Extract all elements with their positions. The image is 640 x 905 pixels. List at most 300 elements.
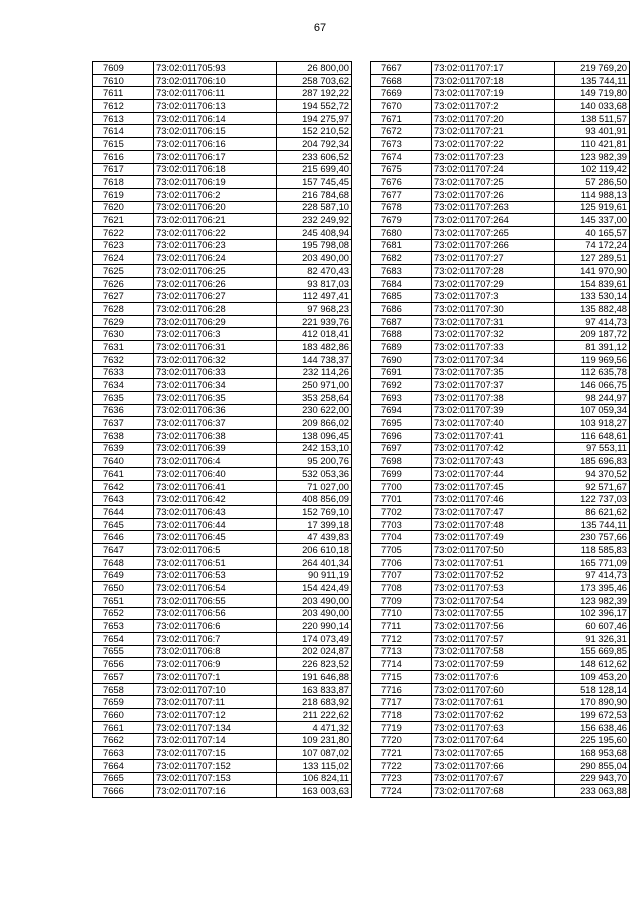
cadastral-number-cell: 73:02:011706:31	[154, 341, 277, 354]
row-number-cell: 7663	[93, 747, 154, 760]
table-row	[371, 138, 630, 151]
cadastral-value-cell: 163 833,87	[277, 683, 352, 696]
cadastral-value-cell: 173 395,46	[555, 582, 630, 595]
table-row	[371, 734, 630, 747]
cadastral-number-cell: 73:02:011706:44	[154, 518, 277, 531]
row-number-cell: 7609	[93, 62, 154, 75]
cadastral-value-cell: 135 882,48	[555, 303, 630, 316]
cadastral-number-cell: 73:02:011707:53	[432, 582, 555, 595]
table-row	[93, 709, 352, 722]
cadastral-number-cell: 73:02:011706:51	[154, 556, 277, 569]
table-row	[93, 176, 352, 189]
cadastral-number-cell: 73:02:011707:22	[432, 138, 555, 151]
cadastral-number-cell: 73:02:011707:152	[154, 759, 277, 772]
table-row	[93, 671, 352, 684]
cadastral-value-cell: 203 490,00	[277, 252, 352, 265]
cadastral-number-cell: 73:02:011707:19	[432, 87, 555, 100]
row-number-cell: 7610	[93, 74, 154, 87]
table-row	[93, 303, 352, 316]
cadastral-number-cell: 73:02:011707:32	[432, 328, 555, 341]
cadastral-value-cell: 242 153,10	[277, 442, 352, 455]
cadastral-value-cell: 135 744,11	[555, 518, 630, 531]
cadastral-number-cell: 73:02:011707:44	[432, 468, 555, 481]
table-row	[371, 721, 630, 734]
table-row	[371, 74, 630, 87]
table-row	[371, 391, 630, 404]
row-number-cell: 7683	[371, 265, 432, 278]
cadastral-number-cell: 73:02:011707:47	[432, 506, 555, 519]
cadastral-number-cell: 73:02:011707:41	[432, 429, 555, 442]
table-row	[371, 341, 630, 354]
cadastral-value-cell: 109 453,20	[555, 671, 630, 684]
cadastral-value-cell: 82 470,43	[277, 265, 352, 278]
cadastral-number-cell: 73:02:011707:26	[432, 188, 555, 201]
right-register-table	[370, 61, 630, 798]
cadastral-number-cell: 73:02:011707:28	[432, 265, 555, 278]
row-number-cell: 7624	[93, 252, 154, 265]
row-number-cell: 7634	[93, 379, 154, 392]
cadastral-value-cell: 211 222,62	[277, 709, 352, 722]
table-row	[371, 429, 630, 442]
row-number-cell: 7684	[371, 277, 432, 290]
cadastral-value-cell: 123 982,39	[555, 150, 630, 163]
cadastral-number-cell: 73:02:011707:24	[432, 163, 555, 176]
cadastral-number-cell: 73:02:011707:58	[432, 645, 555, 658]
cadastral-value-cell: 185 696,83	[555, 455, 630, 468]
row-number-cell: 7662	[93, 734, 154, 747]
cadastral-value-cell: 230 757,66	[555, 531, 630, 544]
cadastral-number-cell: 73:02:011707:266	[432, 239, 555, 252]
table-row	[371, 201, 630, 214]
table-row	[93, 696, 352, 709]
cadastral-value-cell: 74 172,24	[555, 239, 630, 252]
cadastral-value-cell: 127 289,51	[555, 252, 630, 265]
cadastral-value-cell: 114 988,13	[555, 188, 630, 201]
cadastral-value-cell: 157 745,45	[277, 176, 352, 189]
row-number-cell: 7665	[93, 772, 154, 785]
row-number-cell: 7713	[371, 645, 432, 658]
table-row	[93, 734, 352, 747]
row-number-cell: 7681	[371, 239, 432, 252]
table-row	[93, 455, 352, 468]
cadastral-number-cell: 73:02:011707:3	[432, 290, 555, 303]
cadastral-number-cell: 73:02:011706:13	[154, 100, 277, 113]
table-row	[93, 518, 352, 531]
cadastral-number-cell: 73:02:011707:65	[432, 747, 555, 760]
cadastral-value-cell: 290 855,04	[555, 759, 630, 772]
cadastral-number-cell: 73:02:011707:10	[154, 683, 277, 696]
cadastral-value-cell: 353 258,64	[277, 391, 352, 404]
row-number-cell: 7689	[371, 341, 432, 354]
cadastral-value-cell: 60 607,46	[555, 620, 630, 633]
table-row	[93, 721, 352, 734]
cadastral-number-cell: 73:02:011706:39	[154, 442, 277, 455]
table-row	[93, 353, 352, 366]
cadastral-value-cell: 71 027,00	[277, 480, 352, 493]
row-number-cell: 7647	[93, 544, 154, 557]
row-number-cell: 7710	[371, 607, 432, 620]
cadastral-number-cell: 73:02:011707:11	[154, 696, 277, 709]
table-row	[93, 328, 352, 341]
left-register-body	[93, 62, 352, 798]
cadastral-value-cell: 118 585,83	[555, 544, 630, 557]
table-row	[93, 658, 352, 671]
cadastral-number-cell: 73:02:011706:18	[154, 163, 277, 176]
row-number-cell: 7643	[93, 493, 154, 506]
table-row	[93, 252, 352, 265]
right-register-body	[371, 62, 630, 798]
cadastral-value-cell: 149 719,80	[555, 87, 630, 100]
cadastral-number-cell: 73:02:011707:1	[154, 671, 277, 684]
row-number-cell: 7717	[371, 696, 432, 709]
row-number-cell: 7650	[93, 582, 154, 595]
table-row	[371, 785, 630, 798]
row-number-cell: 7614	[93, 125, 154, 138]
row-number-cell: 7636	[93, 404, 154, 417]
row-number-cell: 7707	[371, 569, 432, 582]
table-row	[93, 544, 352, 557]
table-row	[371, 480, 630, 493]
table-row	[371, 620, 630, 633]
cadastral-value-cell: 138 096,45	[277, 429, 352, 442]
table-row	[371, 100, 630, 113]
cadastral-number-cell: 73:02:011706:53	[154, 569, 277, 582]
row-number-cell: 7629	[93, 315, 154, 328]
row-number-cell: 7697	[371, 442, 432, 455]
row-number-cell: 7718	[371, 709, 432, 722]
cadastral-value-cell: 191 646,88	[277, 671, 352, 684]
row-number-cell: 7620	[93, 201, 154, 214]
table-row	[93, 112, 352, 125]
cadastral-number-cell: 73:02:011706:43	[154, 506, 277, 519]
table-row	[93, 74, 352, 87]
cadastral-number-cell: 73:02:011706:24	[154, 252, 277, 265]
row-number-cell: 7621	[93, 214, 154, 227]
cadastral-value-cell: 155 669,85	[555, 645, 630, 658]
table-row	[371, 379, 630, 392]
row-number-cell: 7645	[93, 518, 154, 531]
cadastral-number-cell: 73:02:011707:35	[432, 366, 555, 379]
cadastral-value-cell: 209 187,72	[555, 328, 630, 341]
row-number-cell: 7632	[93, 353, 154, 366]
table-row	[371, 709, 630, 722]
table-row	[371, 506, 630, 519]
cadastral-value-cell: 532 053,36	[277, 468, 352, 481]
row-number-cell: 7652	[93, 607, 154, 620]
row-number-cell: 7696	[371, 429, 432, 442]
cadastral-number-cell: 73:02:011706:23	[154, 239, 277, 252]
table-row	[93, 632, 352, 645]
cadastral-number-cell: 73:02:011706:3	[154, 328, 277, 341]
cadastral-number-cell: 73:02:011707:25	[432, 176, 555, 189]
row-number-cell: 7658	[93, 683, 154, 696]
cadastral-number-cell: 73:02:011707:18	[432, 74, 555, 87]
cadastral-value-cell: 17 399,18	[277, 518, 352, 531]
row-number-cell: 7716	[371, 683, 432, 696]
cadastral-number-cell: 73:02:011706:26	[154, 277, 277, 290]
table-row	[93, 188, 352, 201]
cadastral-value-cell: 226 823,52	[277, 658, 352, 671]
cadastral-value-cell: 47 439,83	[277, 531, 352, 544]
row-number-cell: 7651	[93, 594, 154, 607]
cadastral-value-cell: 228 587,10	[277, 201, 352, 214]
table-row	[93, 366, 352, 379]
cadastral-number-cell: 73:02:011706:55	[154, 594, 277, 607]
cadastral-number-cell: 73:02:011707:64	[432, 734, 555, 747]
table-row	[93, 556, 352, 569]
row-number-cell: 7631	[93, 341, 154, 354]
table-row	[371, 277, 630, 290]
cadastral-value-cell: 264 401,34	[277, 556, 352, 569]
table-row	[371, 645, 630, 658]
table-row	[371, 353, 630, 366]
cadastral-number-cell: 73:02:011707:34	[432, 353, 555, 366]
cadastral-value-cell: 156 638,46	[555, 721, 630, 734]
cadastral-number-cell: 73:02:011707:29	[432, 277, 555, 290]
cadastral-number-cell: 73:02:011706:29	[154, 315, 277, 328]
row-number-cell: 7722	[371, 759, 432, 772]
row-number-cell: 7700	[371, 480, 432, 493]
table-row	[93, 62, 352, 75]
row-number-cell: 7612	[93, 100, 154, 113]
cadastral-number-cell: 73:02:011707:30	[432, 303, 555, 316]
row-number-cell: 7679	[371, 214, 432, 227]
row-number-cell: 7618	[93, 176, 154, 189]
cadastral-value-cell: 119 969,56	[555, 353, 630, 366]
cadastral-number-cell: 73:02:011706:33	[154, 366, 277, 379]
table-row	[93, 290, 352, 303]
row-number-cell: 7625	[93, 265, 154, 278]
row-number-cell: 7638	[93, 429, 154, 442]
cadastral-value-cell: 209 866,02	[277, 417, 352, 430]
table-row	[371, 671, 630, 684]
row-number-cell: 7693	[371, 391, 432, 404]
cadastral-value-cell: 125 919,61	[555, 201, 630, 214]
cadastral-value-cell: 57 286,50	[555, 176, 630, 189]
cadastral-number-cell: 73:02:011707:48	[432, 518, 555, 531]
cadastral-number-cell: 73:02:011707:12	[154, 709, 277, 722]
table-row	[93, 683, 352, 696]
table-row	[93, 100, 352, 113]
cadastral-number-cell: 73:02:011706:8	[154, 645, 277, 658]
table-row	[371, 328, 630, 341]
row-number-cell: 7694	[371, 404, 432, 417]
cadastral-value-cell: 203 490,00	[277, 594, 352, 607]
row-number-cell: 7682	[371, 252, 432, 265]
cadastral-value-cell: 232 114,26	[277, 366, 352, 379]
table-row	[371, 62, 630, 75]
row-number-cell: 7667	[371, 62, 432, 75]
row-number-cell: 7654	[93, 632, 154, 645]
row-number-cell: 7661	[93, 721, 154, 734]
cadastral-number-cell: 73:02:011706:7	[154, 632, 277, 645]
row-number-cell: 7655	[93, 645, 154, 658]
row-number-cell: 7676	[371, 176, 432, 189]
cadastral-value-cell: 112 497,41	[277, 290, 352, 303]
cadastral-number-cell: 73:02:011707:21	[432, 125, 555, 138]
cadastral-value-cell: 194 552,72	[277, 100, 352, 113]
table-row	[93, 480, 352, 493]
table-row	[371, 518, 630, 531]
cadastral-number-cell: 73:02:011706:45	[154, 531, 277, 544]
row-number-cell: 7685	[371, 290, 432, 303]
row-number-cell: 7668	[371, 74, 432, 87]
cadastral-number-cell: 73:02:011707:153	[154, 772, 277, 785]
cadastral-number-cell: 73:02:011706:25	[154, 265, 277, 278]
table-row	[371, 493, 630, 506]
cadastral-value-cell: 103 918,27	[555, 417, 630, 430]
cadastral-value-cell: 140 033,68	[555, 100, 630, 113]
cadastral-number-cell: 73:02:011707:54	[432, 594, 555, 607]
table-row	[371, 455, 630, 468]
cadastral-number-cell: 73:02:011706:17	[154, 150, 277, 163]
cadastral-value-cell: 144 738,37	[277, 353, 352, 366]
cadastral-value-cell: 107 059,34	[555, 404, 630, 417]
table-row	[93, 379, 352, 392]
row-number-cell: 7669	[371, 87, 432, 100]
cadastral-value-cell: 195 798,08	[277, 239, 352, 252]
table-row	[93, 531, 352, 544]
cadastral-number-cell: 73:02:011706:22	[154, 226, 277, 239]
table-row	[371, 417, 630, 430]
cadastral-number-cell: 73:02:011706:34	[154, 379, 277, 392]
cadastral-number-cell: 73:02:011707:15	[154, 747, 277, 760]
row-number-cell: 7660	[93, 709, 154, 722]
row-number-cell: 7674	[371, 150, 432, 163]
row-number-cell: 7616	[93, 150, 154, 163]
cadastral-value-cell: 233 063,88	[555, 785, 630, 798]
cadastral-value-cell: 518 128,14	[555, 683, 630, 696]
row-number-cell: 7698	[371, 455, 432, 468]
row-number-cell: 7627	[93, 290, 154, 303]
cadastral-value-cell: 245 408,94	[277, 226, 352, 239]
cadastral-number-cell: 73:02:011707:27	[432, 252, 555, 265]
row-number-cell: 7633	[93, 366, 154, 379]
cadastral-number-cell: 73:02:011707:45	[432, 480, 555, 493]
table-row	[93, 417, 352, 430]
cadastral-number-cell: 73:02:011707:49	[432, 531, 555, 544]
cadastral-value-cell: 133 115,02	[277, 759, 352, 772]
row-number-cell: 7703	[371, 518, 432, 531]
cadastral-value-cell: 174 073,49	[277, 632, 352, 645]
cadastral-number-cell: 73:02:011706:14	[154, 112, 277, 125]
cadastral-value-cell: 145 337,00	[555, 214, 630, 227]
row-number-cell: 7640	[93, 455, 154, 468]
cadastral-number-cell: 73:02:011707:38	[432, 391, 555, 404]
table-row	[371, 315, 630, 328]
cadastral-value-cell: 106 824,11	[277, 772, 352, 785]
cadastral-number-cell: 73:02:011707:51	[432, 556, 555, 569]
cadastral-number-cell: 73:02:011706:2	[154, 188, 277, 201]
table-row	[93, 239, 352, 252]
cadastral-value-cell: 141 970,90	[555, 265, 630, 278]
cadastral-value-cell: 154 424,49	[277, 582, 352, 595]
cadastral-number-cell: 73:02:011706:10	[154, 74, 277, 87]
table-row	[93, 125, 352, 138]
table-row	[93, 277, 352, 290]
cadastral-value-cell: 93 817,03	[277, 277, 352, 290]
cadastral-number-cell: 73:02:011706:11	[154, 87, 277, 100]
table-row	[371, 759, 630, 772]
cadastral-value-cell: 219 769,20	[555, 62, 630, 75]
table-row	[371, 696, 630, 709]
cadastral-value-cell: 90 911,19	[277, 569, 352, 582]
cadastral-number-cell: 73:02:011706:40	[154, 468, 277, 481]
cadastral-value-cell: 250 971,00	[277, 379, 352, 392]
cadastral-value-cell: 170 890,90	[555, 696, 630, 709]
row-number-cell: 7692	[371, 379, 432, 392]
table-row	[371, 772, 630, 785]
page-number: 67	[313, 22, 327, 34]
table-row	[93, 404, 352, 417]
cadastral-number-cell: 73:02:011707:16	[154, 785, 277, 798]
cadastral-number-cell: 73:02:011706:41	[154, 480, 277, 493]
cadastral-value-cell: 203 490,00	[277, 607, 352, 620]
row-number-cell: 7704	[371, 531, 432, 544]
cadastral-number-cell: 73:02:011707:56	[432, 620, 555, 633]
cadastral-number-cell: 73:02:011707:62	[432, 709, 555, 722]
cadastral-number-cell: 73:02:011707:59	[432, 658, 555, 671]
table-row	[371, 252, 630, 265]
cadastral-value-cell: 221 939,76	[277, 315, 352, 328]
cadastral-value-cell: 202 024,87	[277, 645, 352, 658]
table-row	[93, 163, 352, 176]
row-number-cell: 7708	[371, 582, 432, 595]
row-number-cell: 7639	[93, 442, 154, 455]
cadastral-value-cell: 163 003,63	[277, 785, 352, 798]
cadastral-value-cell: 258 703,62	[277, 74, 352, 87]
table-row	[93, 582, 352, 595]
cadastral-number-cell: 73:02:011706:20	[154, 201, 277, 214]
row-number-cell: 7611	[93, 87, 154, 100]
cadastral-value-cell: 230 622,00	[277, 404, 352, 417]
cadastral-value-cell: 199 672,53	[555, 709, 630, 722]
cadastral-number-cell: 73:02:011707:37	[432, 379, 555, 392]
cadastral-value-cell: 218 683,92	[277, 696, 352, 709]
cadastral-value-cell: 94 370,52	[555, 468, 630, 481]
table-row	[371, 303, 630, 316]
cadastral-value-cell: 123 982,39	[555, 594, 630, 607]
cadastral-number-cell: 73:02:011706:16	[154, 138, 277, 151]
table-row	[371, 556, 630, 569]
row-number-cell: 7678	[371, 201, 432, 214]
row-number-cell: 7705	[371, 544, 432, 557]
cadastral-number-cell: 73:02:011706:42	[154, 493, 277, 506]
cadastral-number-cell: 73:02:011707:63	[432, 721, 555, 734]
cadastral-number-cell: 73:02:011706:27	[154, 290, 277, 303]
cadastral-number-cell: 73:02:011706:21	[154, 214, 277, 227]
row-number-cell: 7615	[93, 138, 154, 151]
row-number-cell: 7695	[371, 417, 432, 430]
row-number-cell: 7699	[371, 468, 432, 481]
table-row	[371, 594, 630, 607]
cadastral-number-cell: 73:02:011707:52	[432, 569, 555, 582]
table-row	[371, 239, 630, 252]
row-number-cell: 7711	[371, 620, 432, 633]
row-number-cell: 7666	[93, 785, 154, 798]
cadastral-number-cell: 73:02:011707:66	[432, 759, 555, 772]
cadastral-value-cell: 412 018,41	[277, 328, 352, 341]
cadastral-value-cell: 135 744,11	[555, 74, 630, 87]
cadastral-value-cell: 91 326,31	[555, 632, 630, 645]
cadastral-number-cell: 73:02:011706:9	[154, 658, 277, 671]
table-row	[93, 138, 352, 151]
table-row	[371, 290, 630, 303]
table-row	[93, 747, 352, 760]
cadastral-number-cell: 73:02:011707:265	[432, 226, 555, 239]
table-row	[371, 226, 630, 239]
row-number-cell: 7649	[93, 569, 154, 582]
